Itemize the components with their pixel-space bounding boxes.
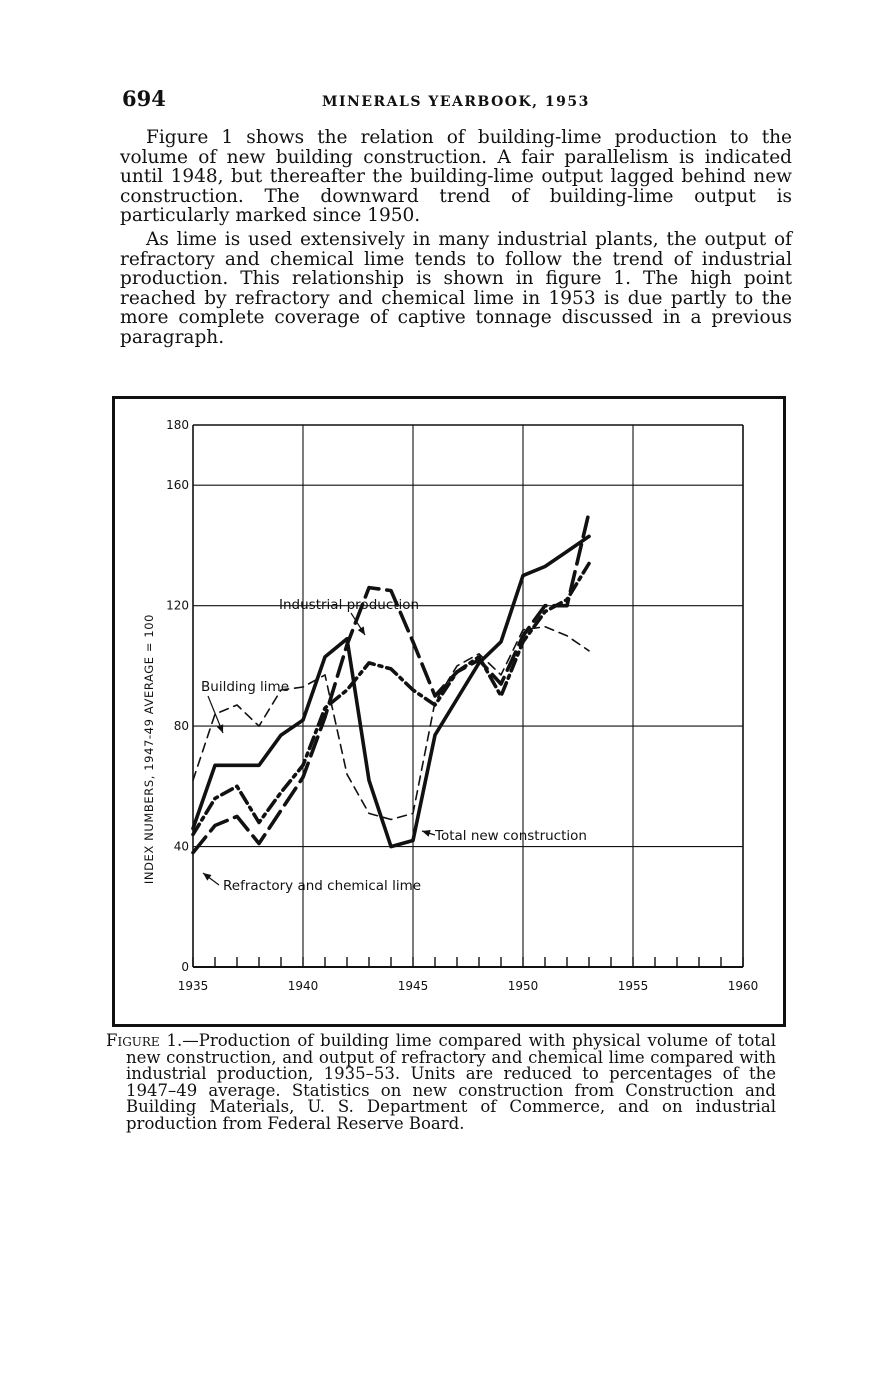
- figure-frame: [112, 396, 786, 1027]
- paragraph: As lime is used extensively in many industrial plants, the output of refractory and chemical lime tends to follow the trend of industrial production. This relationship is shown in figure 1. The high point reached by refractory and chemical lime in 1953 is due partly to the more complete coverage of captive tonnage discussed in a previous paragraph.: [120, 228, 792, 348]
- chart-ticks: [166, 418, 758, 993]
- arrow-refractory-chemical-lime-head: [203, 873, 212, 881]
- y-tick-label: 40: [173, 839, 189, 854]
- series-line-building-lime: [193, 627, 589, 820]
- annotation-total-new-construction: Total new construction: [435, 828, 587, 844]
- caption-text: —Production of building lime compared with physical volume of total new construction, and output of refractory and chemical lime compared with industrial production, 1935–53. Units are reduced to percentages of the 1947–49 average. Statistics on new construction from Construction and Building Materials, U. S. Department of Commerce, and on industrial production from Federal Reserve Board.: [126, 1031, 776, 1133]
- chart-annotations: [201, 597, 587, 894]
- paragraph: Figure 1 shows the relation of building-lime production to the volume of new building construction. A fair parallelism is indicated until 1948, but thereafter the building-lime output lagged behind new construction. The downward trend of building-lime output is particularly marked since 1950.: [120, 127, 792, 227]
- body-text: [120, 128, 792, 352]
- figure-caption: [106, 1033, 776, 1132]
- y-tick-label: 80: [173, 719, 189, 734]
- line-chart: [115, 399, 783, 1024]
- page-header: [122, 86, 802, 116]
- arrow-industrial-production-head: [358, 626, 365, 635]
- x-tick-label: 1950: [507, 979, 539, 993]
- annotation-refractory-chemical-lime: Refractory and chemical lime: [223, 878, 422, 894]
- page-number: 694: [122, 86, 166, 111]
- arrow-total-new-construction-head: [422, 830, 431, 837]
- y-tick-label: 0: [181, 960, 189, 974]
- running-head: MINERALS YEARBOOK, 1953: [322, 94, 590, 110]
- x-tick-label: 1935: [177, 979, 209, 993]
- annotation-industrial-production: Industrial production: [279, 597, 420, 613]
- x-tick-label: 1940: [287, 979, 319, 993]
- annotation-building-lime: Building lime: [201, 679, 290, 695]
- y-axis-label: INDEX NUMBERS, 1947-49 AVERAGE = 100: [142, 613, 156, 885]
- y-tick-label: 160: [166, 478, 189, 493]
- y-tick-label: 120: [166, 598, 189, 613]
- x-tick-label: 1960: [727, 979, 759, 993]
- x-tick-label: 1955: [617, 979, 649, 993]
- y-tick-label: 180: [166, 418, 189, 432]
- x-tick-label: 1945: [397, 979, 429, 993]
- caption-lead: Figure 1.: [106, 1031, 183, 1050]
